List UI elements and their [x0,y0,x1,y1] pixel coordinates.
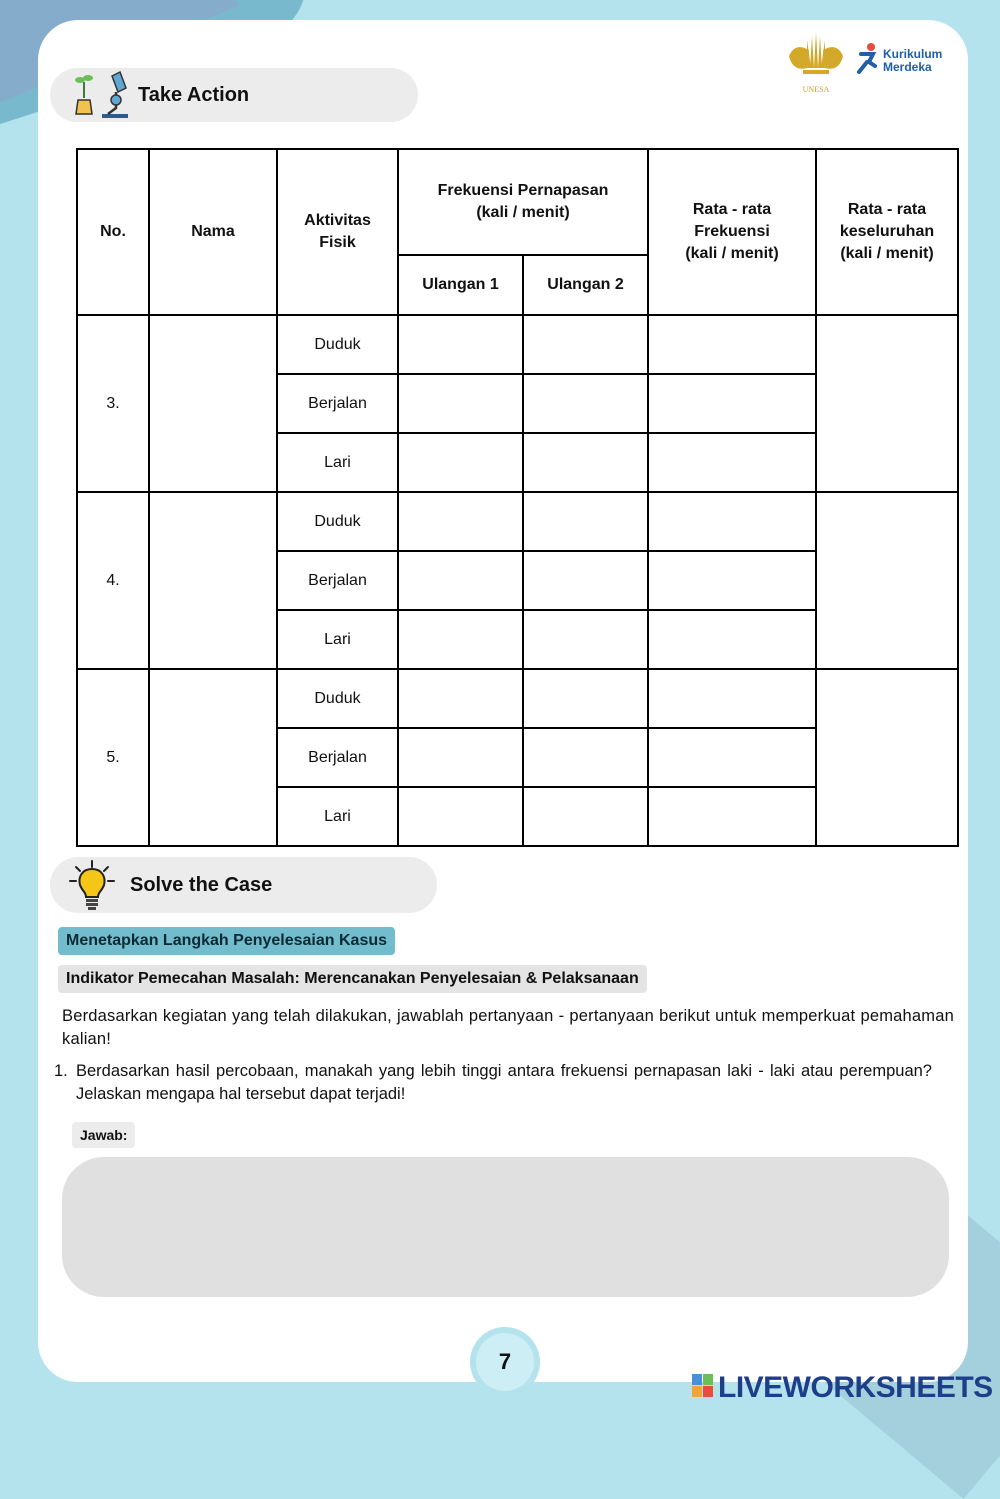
header-frekuensi: Frekuensi Pernapasan (kali / menit) [398,149,648,255]
ulangan2-cell[interactable] [523,728,648,787]
ulangan1-cell[interactable] [398,787,523,846]
rata-frekuensi-cell[interactable] [648,787,816,846]
ulangan1-cell[interactable] [398,669,523,728]
langkah-tag: Menetapkan Langkah Penyelesaian Kasus [58,927,395,955]
microscope-icon [72,68,130,122]
liveworksheets-text: LIVEWORKSHEETS [718,1371,993,1404]
take-action-header [50,68,418,122]
question-number: 1. [54,1062,68,1080]
row-number: 3. [77,315,149,492]
ulangan1-cell[interactable] [398,433,523,492]
jawab-label: Jawab: [72,1122,135,1148]
ulangan1-cell[interactable] [398,492,523,551]
activity-cell: Duduk [277,669,398,728]
logo-km-line2: Merdeka [883,60,932,74]
header-nama: Nama [149,149,277,315]
nama-cell[interactable] [149,492,277,669]
ulangan1-cell[interactable] [398,374,523,433]
unesa-logo-text: UNESA [802,85,830,94]
take-action-title: Take Action [138,83,250,106]
rata-frekuensi-cell[interactable] [648,551,816,610]
activity-cell: Lari [277,610,398,669]
activity-cell: Berjalan [277,374,398,433]
table-row [77,669,958,728]
question-text: Berdasarkan hasil percobaan, manakah yang lebih tinggi antara frekuensi pernapasan laki - laki atau perempuan? Jelaskan mengapa hal tersebut dapat terjadi! [76,1062,932,1103]
respiration-data-table [76,148,959,847]
ulangan2-cell[interactable] [523,610,648,669]
ulangan2-cell[interactable] [523,374,648,433]
rata-frekuensi-cell[interactable] [648,315,816,374]
page-number-badge [470,1327,540,1397]
rata-keseluruhan-cell[interactable] [816,669,958,846]
nama-cell[interactable] [149,315,277,492]
ulangan2-cell[interactable] [523,551,648,610]
unesa-logo [785,28,847,94]
rata-frekuensi-cell[interactable] [648,728,816,787]
rata-frekuensi-cell[interactable] [648,433,816,492]
row-number: 5. [77,669,149,846]
runner-icon [855,42,879,80]
page-number: 7 [476,1333,534,1391]
ulangan1-cell[interactable] [398,315,523,374]
header-ulangan-2: Ulangan 2 [523,255,648,315]
table-row [77,315,958,374]
lightbulb-icon [68,859,116,911]
indikator-tag: Indikator Pemecahan Masalah: Merencanakan Penyelesaian & Pelaksanaan [58,965,647,993]
header-rata-keseluruhan: Rata - rata keseluruhan (kali / menit) [816,149,958,315]
instruction-text: Berdasarkan kegiatan yang telah dilakukan, jawablah pertanyaan - pertanyaan berikut untuk memperkuat pemahaman kalian! [62,1007,954,1048]
header-aktivitas: Aktivitas Fisik [277,149,398,315]
question-1 [54,1060,932,1106]
activity-cell: Duduk [277,492,398,551]
ulangan2-cell[interactable] [523,787,648,846]
kurikulum-merdeka-logo [855,42,942,80]
answer-input-box[interactable] [62,1157,949,1297]
table-row [77,492,958,551]
header-ulangan-1: Ulangan 1 [398,255,523,315]
ulangan2-cell[interactable] [523,315,648,374]
activity-cell: Lari [277,787,398,846]
liveworksheets-brand [692,1371,993,1405]
activity-cell: Berjalan [277,551,398,610]
ulangan1-cell[interactable] [398,551,523,610]
rata-frekuensi-cell[interactable] [648,374,816,433]
row-number: 4. [77,492,149,669]
rata-keseluruhan-cell[interactable] [816,315,958,492]
logo-km-line1: Kurikulum [883,47,943,61]
ulangan2-cell[interactable] [523,433,648,492]
header-rata-frekuensi: Rata - rata Frekuensi (kali / menit) [648,149,816,315]
solve-the-case-title: Solve the Case [130,873,273,896]
ulangan2-cell[interactable] [523,669,648,728]
activity-cell: Lari [277,433,398,492]
rata-frekuensi-cell[interactable] [648,610,816,669]
rata-frekuensi-cell[interactable] [648,492,816,551]
ulangan2-cell[interactable] [523,492,648,551]
rata-frekuensi-cell[interactable] [648,669,816,728]
activity-cell: Duduk [277,315,398,374]
live-blocks-icon [692,1374,714,1402]
ulangan1-cell[interactable] [398,728,523,787]
ulangan1-cell[interactable] [398,610,523,669]
rata-keseluruhan-cell[interactable] [816,492,958,669]
nama-cell[interactable] [149,669,277,846]
header-no: No. [77,149,149,315]
solve-the-case-header [50,857,437,913]
activity-cell: Berjalan [277,728,398,787]
header-logos [785,28,942,94]
